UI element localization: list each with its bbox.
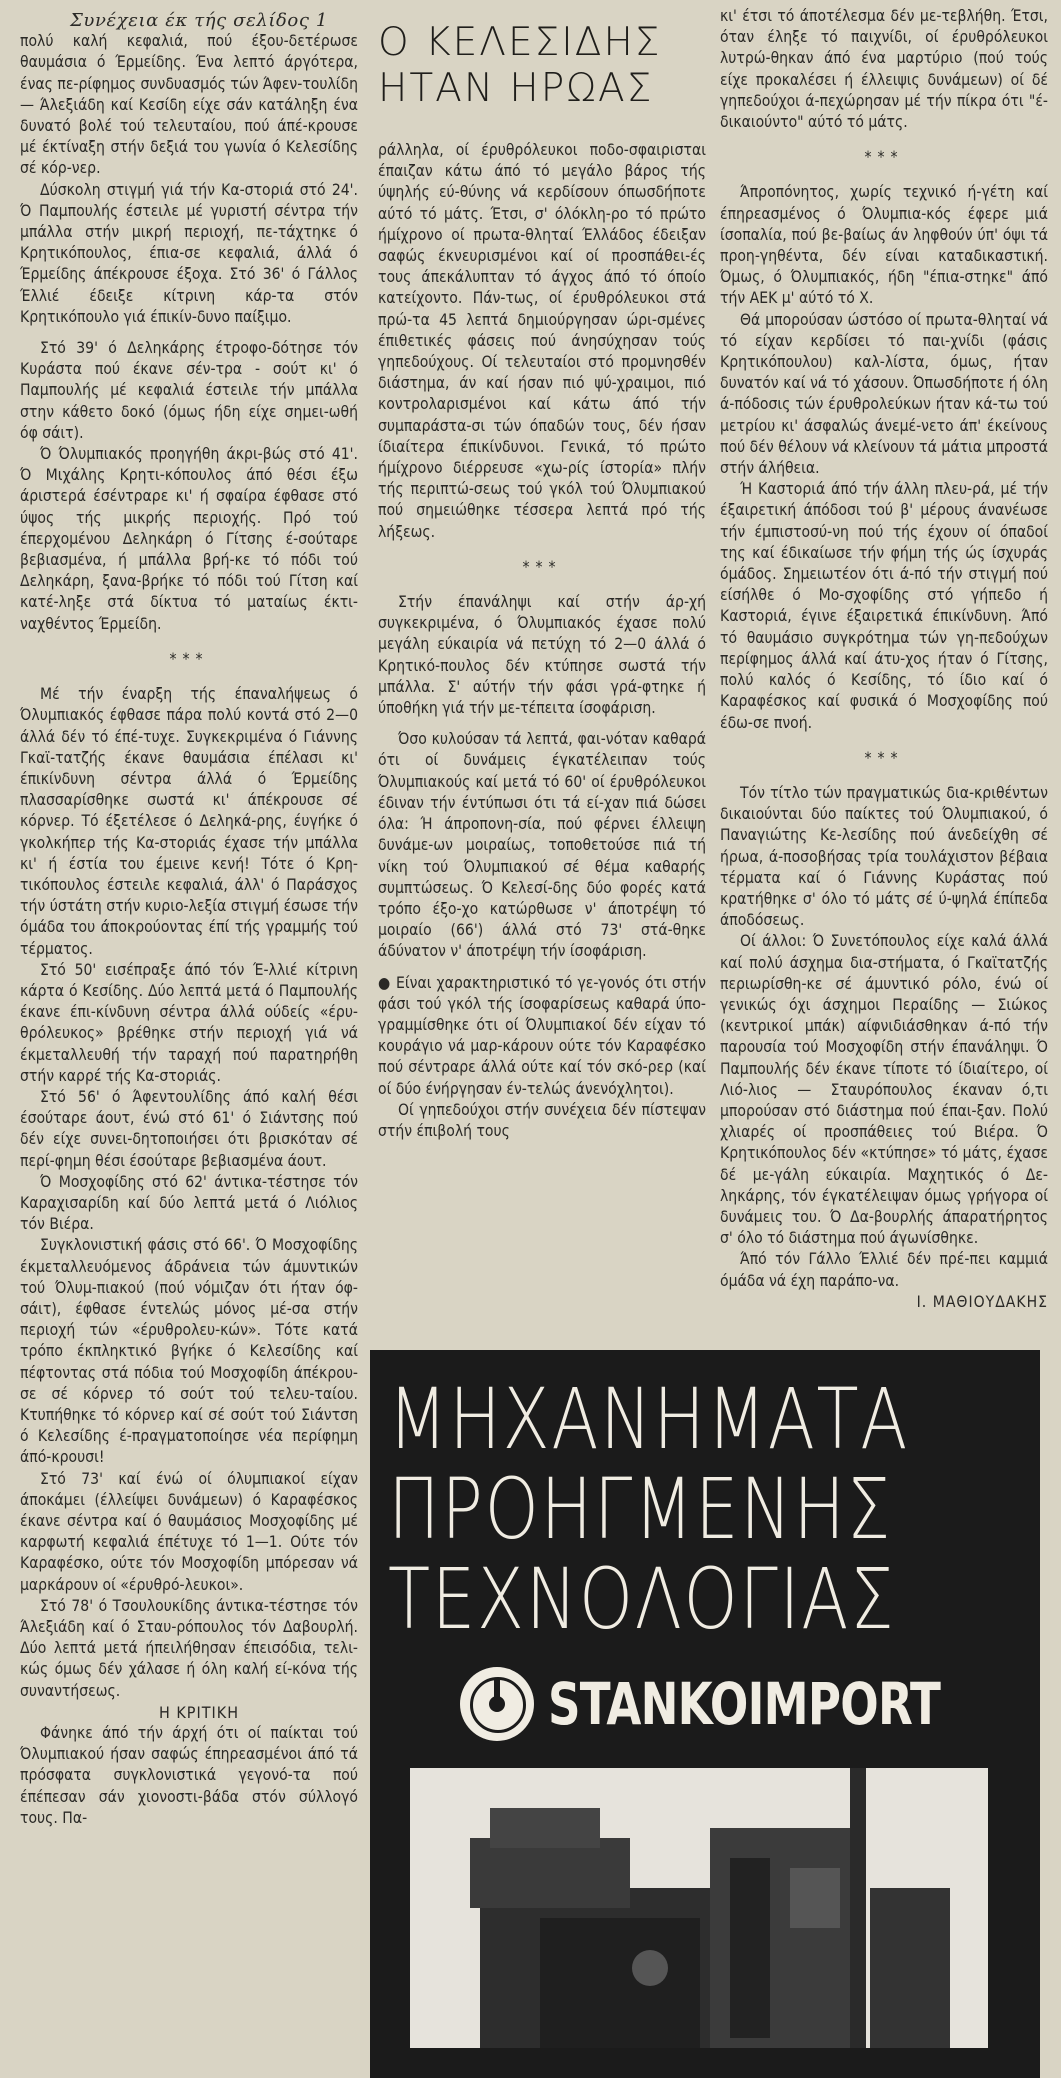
paragraph: Δύσκολη στιγμή γιά τήν Κα-στοριά στό 24'. Ό Παμπουλής έστειλε μέ γυριστή σέντρα τήν μπάλλα στήν μικρή περιοχή, πε-τάχτηκε ό Κρητικόπουλος, έπια-σε κεφαλιά, άλλά ό Έρμείδης άπέκρουσε έξοχα. Στό 36' ό Γάλλος Έλλιέ έδειξε κίτρινη κάρ-τα στόν Κρητικόπουλο γιά έπικίν-δυνο παίξιμο. [20, 180, 358, 326]
paragraph: Συγκλονιστική φάσις στό 66'. Ό Μοσχοφίδης έκμεταλλευόμενος άδράνεια τών άμυντικών τού Όλυμ-πιακού (πού νόμιζαν ότι ήταν όφ-σάιτ), έφθασε έντελώς μόνος μέ-σα στήν περιοχή τών «έρυθρολευ-κών». Τότε κατά τρόπο έκπληκτικό βγήκε ό Κελεσίδης καί πέφτοντας στά πόδια τού Μοσχοφίδη άπέκρου-σε σέ κόρνερ τό σούτ τού τελευ-ταίου. Κτυπήθηκε τό κόρνερ καί σέ σούτ τού Σιάντση ό Κελεσίδης έ-πραγματοποίησε νέα περίφημη άπό-κρουσι! [20, 1236, 358, 1467]
paragraph: ράλληλα, οί έρυθρόλευκοι ποδο-σφαιρισται έπαιζαν κάτω άπό τό μεγάλο βάρος τής ύψηλής εύ-θύνης νά κερδίσουν όπωσδήποτε αύτό τό μάτς. Έτσι, σ' όλόκλη-ρο τό πρώτο ήμίχρονο οί πρωτα-θληταί Έλλάδος έδειξαν σαφώς έκνευρισμένοι καί οί προσπάθει-ές τους άπεκάλυπταν τό άγχος άπό τό όποίο κατείχοντο. Πάν-τως, οί έρυθρόλευκοι στά πρώ-τα 45 λεπτά δημιούργησαν ώρι-σμένες έπιθετικές φάσεις πού άνησύχησαν τούς γηπεδούχους. Οί τελευταίοι στό προμνησθέν διάστημα, άν καί ήσαν πιό ψύ-χραιμοι, πιό κοντρολαρισμένοι καί κάτω άπό τήν συμπαράστα-σι τών όπαδών τους, δέν ήσαν ίδιαίτερα έπικίνδυνοι. Γενικά, τό πρώτο ήμίχρονο διέρρευσε «χω-ρίς ίστορία» πλήν τής περιπτώ-σεως τού γκόλ τού Όλυμπιακού πού σημειώθηκε τέσσερα λεπτά πρό τής λήξεως. [378, 141, 706, 541]
section-separator: *** [864, 748, 904, 767]
paragraph: Άπό τόν Γάλλο Έλλιέ δέν πρέ-πει καμμιά όμάδα νά έχη παράπο-να. [720, 1250, 1048, 1290]
paragraph: Στό 50' εισέπραξε άπό τόν Έ-λλιέ κίτρινη κάρτα ό Κεσίδης. Δύο λεπτά μετά ό Παμπουλής έκανε έπι-κίνδυνη σέντρα άλλά ούδείς «έρυ-θρόλευκος» βρέθηκε στήν περιοχή γιά νά έκμεταλλευθή τήν ταραχή πού παρατηρήθη στήν καρρέ τής Κα-στοριάς. [20, 960, 358, 1085]
article-column-3 [720, 6, 1048, 1341]
headline-line: Ο ΚΕΛΕΣΙΔΗΣ [378, 20, 662, 65]
paragraph: Τόν τίτλο τών πραγματικώς δια-κριθέντων δικαιούνται δύο παίκτες τού Όλυμπιακού, ό Παναγιώτης Κε-λεσίδης πού άνεδείχθη σέ ήρωα, ά-ποσοβήσας τρία τουλάχιστον βέβαια τέρματα καί ό Γιάννης Κυράστας πού κρατήθηκε σ' όλο τό μάτς σέ ύ-ψηλά έπίπεδα άποδόσεως. [720, 783, 1048, 930]
paragraph: Στό 73' καί ένώ οί όλυμπιακοί είχαν άποκάμει (έλλείψει δυνάμεων) ό Καραφέσκος έκανε σέντρα καί ό θαυμάσιος Μοσχοφίδης μέ καρφωτή κεφαλιά έπέτυχε τό 1—1. Ούτε τόν Καραφέσκο, ούτε τόν Μοσχοφίδη μπόρεσαν νά μαρκάρουν οί «έρυθρό-λευκοι». [20, 1469, 358, 1594]
section-subhead: Η ΚΡΙΤΙΚΗ [158, 1702, 240, 1722]
ad-brand [460, 1664, 1040, 1744]
ad-headline-line: ΠΡΟΗΓΜΕΝΗΣ [388, 1460, 892, 1558]
ad-brand-name: STANKOIMPORT [548, 1670, 941, 1738]
ad-headline-line: ΜΗΧΑΝΗΜΑΤΑ [388, 1370, 909, 1468]
machine-tool-illustration [410, 1768, 988, 2078]
section-separator: *** [864, 148, 904, 167]
paragraph: Στό 56' ό Άφεντουλίδης άπό καλή θέσι έσούταρε άουτ, ένώ στό 61' ό Σιάντσης πού δέν είχε συνει-δητοποιήσει ότι βρισκόταν σέ περί-φημη θέσι έσούταρε βεβιασμένα άουτ. [20, 1087, 358, 1170]
continuation-heading: Συνέχεια έκ τής σελίδος 1 [70, 10, 328, 31]
paragraph: Άπροπόνητος, χωρίς τεχνικό ή-γέτη καί έπηρεασμένος ό Όλυμπια-κός έφερε μιά ίσοπαλία, πού βε-βαίως άν ληφθούν ύπ' όψι τά προη-γηθέντα, δέν είναι καταδικαστική. Όμως, ό Όλυμπιακός, ήδη "έπια-στηκε" άπό τήν ΑΕΚ μ' αύτό τό Χ. [720, 183, 1048, 308]
section-separator: *** [522, 557, 562, 576]
paragraph: Θά μπορούσαν ώστόσο οί πρωτα-θληταί νά τό είχαν κερδίσει τό παι-χνίδι (φάσις Κρητικόπουλου) καλ-λίστα, όμως, ήταν δυνατόν καί νά τό χάσουν. Όπωσδήποτε ή όλη ά-πόδοσις τών έρυθρολεύκων ήταν κά-τω τού μετρίου κι' άσφαλώς άνεμέ-νετο άπ' έκείνους πού δέν θέλουν νά κλείνουν τά μάτια μπροστά στήν άλήθεια. [720, 310, 1048, 478]
paragraph: Στό 78' ό Τσουλουκίδης άντικα-τέστησε τόν Άλεξιάδη καί ό Σταυ-ρόπουλος τόν Δαβουρλή. Δύο λεπτά μετά ήπειλήθησαν έπεισόδια, τελι-κώς όμως δέν χάλασε ή όλη καλή εί-κόνα τής συναντήσεως. [20, 1596, 358, 1700]
ad-headline-line: ΤΕΧΝΟΛΟΓΙΑΣ [388, 1550, 896, 1648]
author-signature: Ι. ΜΑΘΙΟΥΔΑΚΗΣ [916, 1292, 1048, 1311]
paragraph: Ό Μοσχοφίδης στό 62' άντικα-τέστησε τόν Καραχισαρίδη καί δύο λεπτά μετά ό Λιόλιος τόν Βιέρα. [20, 1172, 358, 1234]
stankoimport-logo-icon [460, 1667, 534, 1741]
paragraph: Στό 39' ό Δεληκάρης έτροφο-δότησε τόν Κυράστα πού έκανε σέν-τρα - σούτ κι' ό Παμπουλής μέ κεφαλιά έστειλε τήν μπάλλα στην κάθετο δοκό (όμως ήδη είχε σημει-ωθή όφ σάιτ). [20, 339, 358, 442]
machine-tool-photo [410, 1768, 988, 2078]
paragraph: πολύ καλή κεφαλιά, πού έξου-δετέρωσε θαυμάσια ό Έρμείδης. Ένα λεπτό άργότερα, ένας πε-ρίφημος συνδυασμός τών Άφεν-τουλίδη — Άλεξιάδη καί Κεσίδη είχε σάν κατάληξη ένα δυνατό βολέ τού τελευταίου, πού άπέ-κρουσε μέ έκτίναξη στήν δεξιά του γωνία ό Κελεσίδης σέ κόρ-νερ. [20, 32, 358, 178]
ad-headline [388, 1370, 913, 1648]
article-column-1 [20, 10, 358, 2070]
article-column-2 [378, 20, 706, 1320]
paragraph: Φάνηκε άπό τήν άρχή ότι οί παίκται τού Όλυμπιακού ήσαν σαφώς έπηρεασμένοι άπό τά πρόσφατα συγκλονιστικά γεγονό-τα πού έπέπεσαν σάν χιονοστι-βάδα στόν σύλλογό τους. Πα- [20, 1724, 358, 1827]
paragraph: Ό Όλυμπιακός προηγήθη άκρι-βώς στό 41'. Ό Μιχάλης Κρητι-κόπουλος άπό θέσι έξω άριστερά έσέντραρε κι' ή σφαίρα έφθασε στό ύψος τής μικρής περιοχής. Πρό τού έπερχομένου Δεληκάρη ό Γίτσης έ-σούταρε βεβιασμένα, ή μπάλλα βρή-κε τό πόδι τού Δεληκάρη, ξανα-βρήκε τό πόδι τού Γίτση καί κατέ-ληξε στά δίκτυα τό ματαίως έκτι-ναχθέντος Έρμείδη. [20, 445, 358, 633]
paragraph: Οί άλλοι: Ό Συνετόπουλος είχε καλά άλλά καί πολύ άσχημα δια-στήματα, ό Γκαϊτατζής περιωρίσθη-κε σέ άμυντικό ρόλο, ένώ οί γενικώς όχι άσχημοι Περαίδης — Σιώκος (κεντρικοί μπάκ) αίφνιδιάσθηκαν ά-πό τήν παρουσία τού Μοσχοφίδη στήν έπανάληψι. Ό Παμπουλής δέν έκανε τίποτε τό ίδιαίτερο, οί Λιό-λιος — Σταυρόπουλος έκαναν ό,τι μπορούσαν στό διάστημα πού έπαι-ξαν. Πολύ χλιαρές οί προσπάθειες τού Βιέρα. Ό Κρητικόπουλος δέν «κτύπησε» τό μάτς, έχασε δέ με-γάλη εύκαιρία. Μαχητικός ό Δε-ληκάρης, τόν έγκατέλειψαν όμως γρήγορα οί δυνάμεις του. Ό Δα-βουρλής άπαρατήρητος σ' όλο τό διάστημα πού άγωνίσθηκε. [720, 932, 1048, 1248]
section-separator: *** [169, 649, 209, 668]
paragraph: Οί γηπεδούχοι στήν συνέχεια δέν πίστεψαν στήν έπιβολή τους [378, 1100, 706, 1140]
paragraph: Ή Καστοριά άπό τήν άλλη πλευ-ρά, μέ τήν έξαιρετική άπόδοσι τού β' μέρους άνανέωσε τήν έμπιστοσύ-νη πού τής έχουν οί όπαδοί της καί έδικαίωσε τήν φήμη τής ώς ίσχυράς όμάδος. Σημειωτέον ότι ά-πό τήν στιγμή πού είσήλθε ό Μο-σχοφίδης στό γήπεδο ή Καστοριά, έγινε έξαιρετικά έπικίνδυνη. Άπό τό θαυμάσιο συγκρότημα τών γη-πεδούχων περίφημος άλλά καί άτυ-χος ήταν ό Γίτσης, πολύ καλός ό Κεσίδης, τό ίδιο καί ό Καραφέσκος καί φυσικά ό Μοσχοφίδης πού έδω-σε πνοή. [720, 480, 1048, 732]
paragraph: κι' έτσι τό άποτέλεσμα δέν με-τεβλήθη. Έτσι, όταν έληξε τό παιχνίδι, οί έρυθρόλευκοι λυτρώ-θηκαν άπό ένα μαρτύριο (πού τούς είχε προκαλέσει ή έλλειψις δυνάμεων) οί δέ γηπεδούχοι ά-πεχώρησαν μέ τήν πίκρα ότι "έ-δικαιούντο" αύτό τό μάτς. [720, 7, 1048, 132]
paragraph: Όσο κυλούσαν τά λεπτά, φαι-νόταν καθαρά ότι οί δυνάμεις έγκατέλειπαν τούς Όλυμπιακούς καί μετά τό 60' οί έρυθρόλευκοι έδιναν τήν έντύπωσι ότι τά εί-χαν πιά δώσει όλα: Ή άπροπονη-σία, πού φέρνει έλλειψη δυνάμε-ων μοιραίως, τοποθετούσε πιά τή νίκη τού Όλυμπιακού σέ θέμα καθαρής συμπτώσεως. Ό Κελεσί-δης δύο φορές κατά τρόπο έξο-χο κατώρθωσε ν' άποτρέψη τό μοιραίο (66') άλλά στό 73' στά-θηκε άδύνατον ν' άποτρέψη τήν ίσοφάριση. [378, 730, 706, 961]
paragraph: Μέ τήν έναρξη τής έπαναλήψεως ό Όλυμπιακός έφθασε πάρα πολύ κοντά στό 2—0 άλλά δέν τό έπέ-τυχε. Συγκεκριμένα ό Γιάννης Γκαϊ-τατζής έκανε θαυμάσια έπέλασι κι' έπικίνδυνη σέντρα άλλά ό Έρμείδης πλασσαρίσθηκε σωστά κι' άπέκρουσε σέ κόρνερ. Τό έξετέλεσε ό Δεληκά-ρης, έυγήκε ό γκολκήπερ τής Κα-στοριάς έχασε τήν μπάλλα κι' ή έστία του έμεινε κενή! Τότε ό Κρη-τικόπουλος έστειλε κεφαλιά, άλλ' ό Παράσχος τήν ύστάτη στήν κυριο-λεξία στιγμή έσωσε τήν όμάδα του άποκρούοντας έπί τής γραμμής τού τέρματος. [20, 685, 358, 958]
paragraph: ● Είναι χαρακτηριστικό τό γε-γονός ότι στήν φάσι τού γκόλ τής ίσοφαρίσεως καθαρά ύπο-γραμμίσθηκε ότι οί Όλυμπιακοί δέν είχαν τό κουράγιο νά μαρ-κάρουν ούτε τόν Καραφέσκο πού σέντραρε άλλά ούτε καί τόν σκό-ρερ (καί οί δύο ένήργησαν έν-τελώς άνενόχλητοι). [378, 973, 706, 1098]
stankoimport-advertisement [370, 1350, 1040, 2078]
article-headline [378, 20, 706, 112]
headline-line: ΗΤΑΝ ΗΡΩΑΣ [378, 66, 654, 111]
paragraph: Στήν έπανάληψι καί στήν άρ-χή συγκεκριμένα, ό Όλυμπιακός έχασε πολύ μεγάλη εύκαιρία νά πετύχη τό 2—0 άλλά ό Κρητικό-πουλος δέν κτύπησε σωστά τήν μπάλλα. Σ' αύτήν τήν φάσι γρά-φτηκε ή ύποθήκη γιά τήν με-τέπειτα ίσοφάριση. [378, 593, 706, 718]
